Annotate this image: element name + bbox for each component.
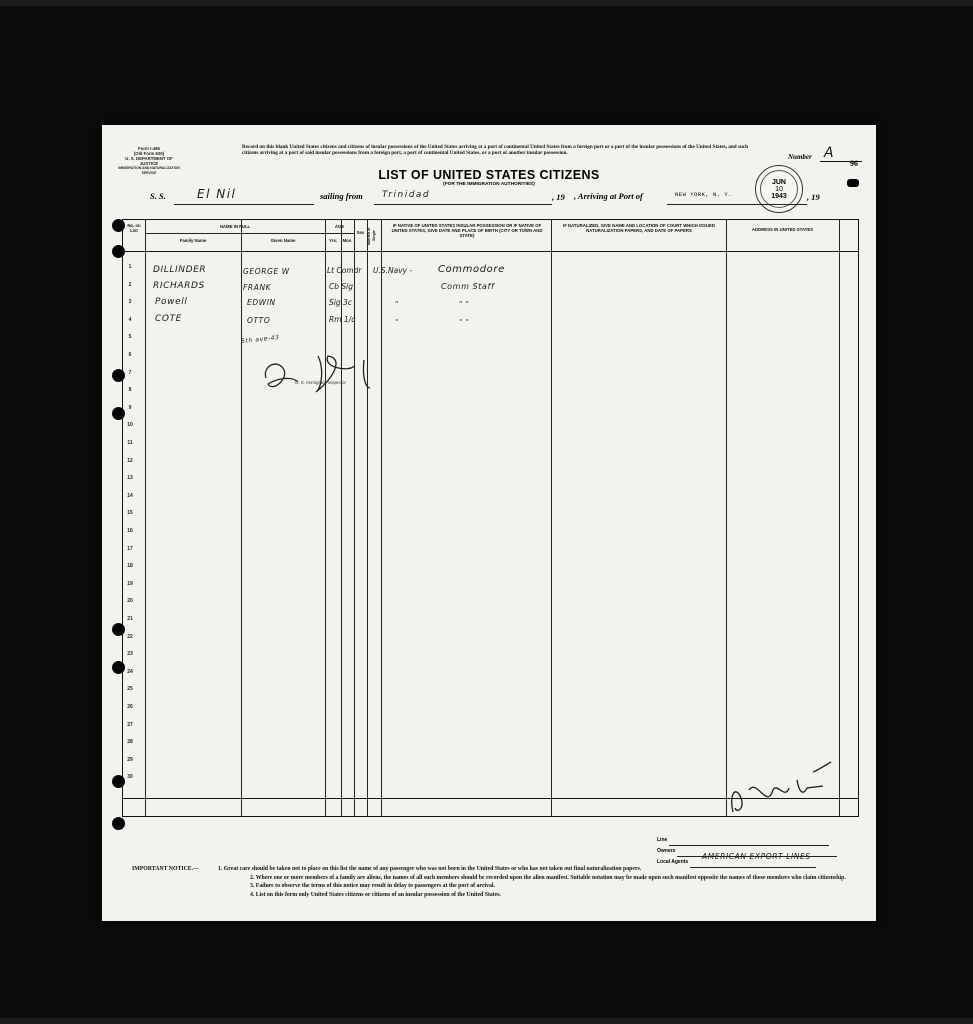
row-1-age: Lt Comdr xyxy=(327,266,362,275)
header-months: Mos. xyxy=(342,238,353,243)
row-number: 30 xyxy=(127,774,133,781)
row-3-family: Powell xyxy=(155,297,188,307)
row-number: 5 xyxy=(128,334,132,341)
sailing-label: sailing from xyxy=(320,191,363,201)
row-2-age: Cb Sig xyxy=(329,282,353,291)
header-native-birth: IF NATIVE OF UNITED STATES INSULAR POSSESSION OR IF NATIVE OF UNITED STATES, GIVE DATE AND PLACE OF BIRTH (CITY OR TOWN AND STATE) xyxy=(391,223,543,238)
line-label: Line xyxy=(657,837,668,843)
stamp-year: 1943 xyxy=(771,193,787,200)
col-divider xyxy=(325,220,326,816)
notice-3: 3. Failure to observe the terms of this notice may result in delay to passengers at the port of arrival. xyxy=(250,883,495,890)
ship-name-line xyxy=(174,204,314,205)
number-label: Number xyxy=(788,153,812,161)
col-divider xyxy=(367,220,368,816)
col-divider xyxy=(341,220,342,816)
row-number: 14 xyxy=(127,492,133,499)
row-number: 29 xyxy=(127,756,133,763)
year-prefix-1: , 19 xyxy=(552,192,565,202)
sailing-from: Trinidad xyxy=(382,190,431,200)
row-number: 12 xyxy=(127,457,133,464)
row-1-given: GEORGE W xyxy=(243,267,290,276)
row-4-family: COTE xyxy=(155,314,182,324)
row-2-naturalized: Comm Staff xyxy=(441,282,495,291)
header-married-single: Married or Single xyxy=(367,227,376,245)
row-1-naturalized: Commodore xyxy=(438,264,505,275)
header-address: ADDRESS IN UNITED STATES xyxy=(751,227,814,232)
row-1-birth: U.S.Navy - xyxy=(373,266,413,275)
ss-label: S. S. xyxy=(150,191,166,201)
signature-bottom xyxy=(727,760,837,818)
row-3-given: EDWIN xyxy=(247,298,276,307)
row-number: 28 xyxy=(127,739,133,746)
header-years: Yrs. xyxy=(328,238,338,243)
old-form-number: (Old Form 630) xyxy=(133,151,165,156)
row-number: 16 xyxy=(127,528,133,534)
row-number: 9 xyxy=(128,404,132,411)
row-number: 6 xyxy=(128,352,132,358)
row-number: 17 xyxy=(127,545,133,552)
row-4-given: OTTO xyxy=(247,316,271,325)
header-family-name: Family Name xyxy=(179,238,207,243)
row-number: 23 xyxy=(127,651,133,658)
row-number: 25 xyxy=(127,686,133,693)
row-number: 19 xyxy=(127,580,133,587)
col-divider xyxy=(551,220,552,816)
row-number: 18 xyxy=(127,563,133,570)
arriving-label: , Arriving at Port of xyxy=(574,191,643,201)
notice-1: 1. Great care should be taken not to place on this list the name of any passenger who was not born in the United States or who has not taken out final naturalization papers. xyxy=(218,866,642,872)
col-divider xyxy=(145,220,146,816)
arriving-port: NEW YORK, N. Y. xyxy=(675,191,733,198)
row-number: 1 xyxy=(128,264,132,270)
row-3-age: Sig 3c xyxy=(329,298,352,307)
row-number: 15 xyxy=(127,510,133,517)
row-number: 2 xyxy=(128,281,132,288)
row-number: 22 xyxy=(127,633,133,640)
department: U. S. DEPARTMENT OF JUSTICE xyxy=(125,156,173,166)
row-4-naturalized: " " xyxy=(459,318,470,326)
passenger-table xyxy=(122,219,859,817)
row-5-note: 5th ave-43 xyxy=(240,334,280,345)
sailing-from-line xyxy=(374,204,552,205)
row-number: 24 xyxy=(127,668,133,675)
row-4-birth: " xyxy=(395,318,399,326)
stamp-day: 10 xyxy=(775,186,783,193)
ship-name: El Nil xyxy=(197,187,237,201)
row-number: 21 xyxy=(127,616,133,622)
row-number: 13 xyxy=(127,475,133,482)
page-subtitle: (FOR THE IMMIGRATION AUTHORITIES) xyxy=(443,182,535,187)
local-agents-value: AMERICAN EXPORT LINES xyxy=(702,852,811,861)
row-number: 3 xyxy=(128,299,132,306)
number-value: A xyxy=(824,145,834,161)
age-subhead-rule xyxy=(325,233,354,234)
year-prefix-2: , 19 xyxy=(807,192,820,202)
port-line xyxy=(667,204,807,205)
film-top-edge xyxy=(0,0,973,6)
row-2-family: RICHARDS xyxy=(153,281,205,291)
header-name-in-full: NAME IN FULL xyxy=(219,224,251,229)
row-number: 11 xyxy=(127,440,133,446)
row-3-birth: " xyxy=(395,300,399,308)
row-3-naturalized: " " xyxy=(459,300,470,308)
number-suffix: 96 xyxy=(850,159,858,168)
table-bottom-rule xyxy=(123,798,858,799)
col-divider xyxy=(726,220,727,816)
important-notice xyxy=(132,865,852,899)
punch-hole xyxy=(112,817,125,830)
important-notice-label: IMPORTANT NOTICE.— xyxy=(132,866,199,872)
page-title: LIST OF UNITED STATES CITIZENS xyxy=(378,168,600,182)
top-instructions: Record on this blank United States citizens and citizens of insular possessions of the United States arriving at a port of continental United States from a foreign port or a port of the insular possessions of the United States, and such citizens arriving at a port of said insular possessions from a foreign port, a port of continental United States, or a port of another insular possession. xyxy=(242,144,749,157)
arrival-date-stamp xyxy=(755,165,803,213)
manifest-page xyxy=(102,125,876,921)
notice-4: 4. List on this form only United States citizens or citizens of an insular possession of the United States. xyxy=(250,891,501,898)
row-number: 26 xyxy=(127,704,133,710)
notice-2: 2. Where one or more members of a family are aliens, the names of all such members should be recorded upon the alien manifest. Suitable notation may be made upon such manifest opposite the names of those members who claim citizenship. xyxy=(250,874,846,881)
row-4-age: Rm 1/c xyxy=(329,315,356,324)
form-number: Form I-466 xyxy=(138,146,160,151)
header-naturalized: IF NATURALIZED, GIVE NAME AND LOCATION OF COURT WHICH ISSUED NATURALIZATION PAPERS, AND DATE OF PAPERS xyxy=(563,223,715,233)
inspector-signature xyxy=(258,348,388,398)
owners-label: Owners xyxy=(657,848,676,854)
header-rule xyxy=(123,251,858,252)
col-divider xyxy=(839,220,840,816)
row-number: 20 xyxy=(127,598,133,605)
name-subhead-rule xyxy=(145,233,325,234)
header-sex: Sex xyxy=(356,230,365,235)
inspector-title: U. S. Immigrant Inspector xyxy=(295,380,347,385)
header-age: AGE xyxy=(334,224,345,229)
row-number: 8 xyxy=(128,387,132,394)
col-divider xyxy=(241,220,242,816)
row-number: 10 xyxy=(127,422,133,429)
stamp-month: JUN xyxy=(771,179,786,186)
row-1-family: DILLINDER xyxy=(153,265,207,275)
service: IMMIGRATION AND NATURALIZATION SERVICE xyxy=(118,166,180,175)
row-number: 4 xyxy=(128,316,132,323)
header-no-on-list: No. on List xyxy=(127,223,141,233)
col-divider xyxy=(381,220,382,816)
row-number: 27 xyxy=(127,721,133,728)
row-2-given: FRANK xyxy=(243,283,272,292)
col-divider xyxy=(354,220,355,816)
row-number: 7 xyxy=(128,369,132,376)
agents-label: Local Agents xyxy=(657,859,689,865)
film-bottom-edge xyxy=(0,1018,973,1024)
header-given-name: Given Name xyxy=(270,238,296,243)
